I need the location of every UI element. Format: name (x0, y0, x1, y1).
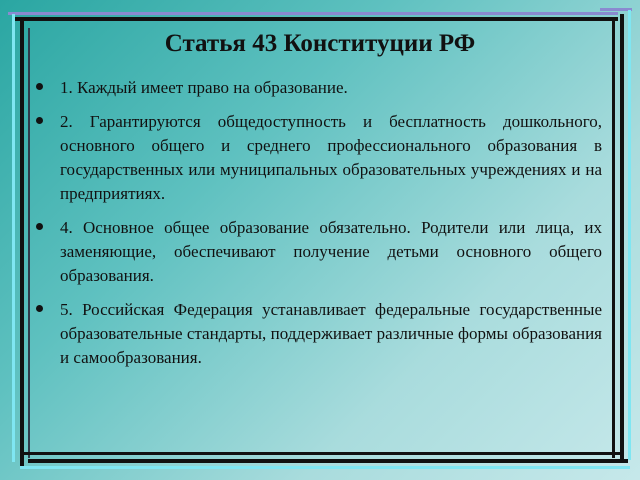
list-item (36, 298, 602, 370)
frame-line-right-inner (612, 18, 615, 458)
frame-line-bottom-cyan (20, 466, 630, 469)
frame-line-top-lavender (8, 12, 618, 15)
bullet-dot-icon (36, 83, 43, 90)
list-item-text: 2. Гарантируются общедоступность и бесплатность дошкольного, основного общего и среднего профессионального образования в государственных или муниципальных образовательных учреждениях и на предприятиях. (60, 112, 602, 203)
frame-line-top-dark (14, 17, 618, 21)
frame-line-right-cyan (628, 10, 631, 460)
list-item (36, 76, 602, 100)
list-item-text: 4. Основное общее образование обязательно. Родители или лица, их заменяющие, обеспечивают получение детьми основного общего образования. (60, 218, 602, 285)
frame-line-left-cyan (12, 14, 15, 462)
list-item (36, 216, 602, 288)
frame-line-left-inner (28, 28, 30, 458)
list-item-text: 5. Российская Федерация устанавливает федеральные государственные образовательные стандарты, поддерживает различные формы образования и самообразования. (60, 300, 602, 367)
frame-line-bottom-dark (28, 459, 628, 463)
slide-title: Статья 43 Конституции РФ (164, 30, 476, 57)
frame-line-left-dark (20, 20, 24, 466)
list-item-text: 1. Каждый имеет право на образование. (60, 78, 348, 97)
list-item (36, 110, 602, 206)
bullet-dot-icon (36, 117, 43, 124)
bullet-dot-icon (36, 305, 43, 312)
frame-line-bottom-inner (24, 452, 624, 455)
frame-line-right-dark (620, 14, 624, 460)
bullet-dot-icon (36, 223, 43, 230)
bullet-list (36, 76, 602, 380)
